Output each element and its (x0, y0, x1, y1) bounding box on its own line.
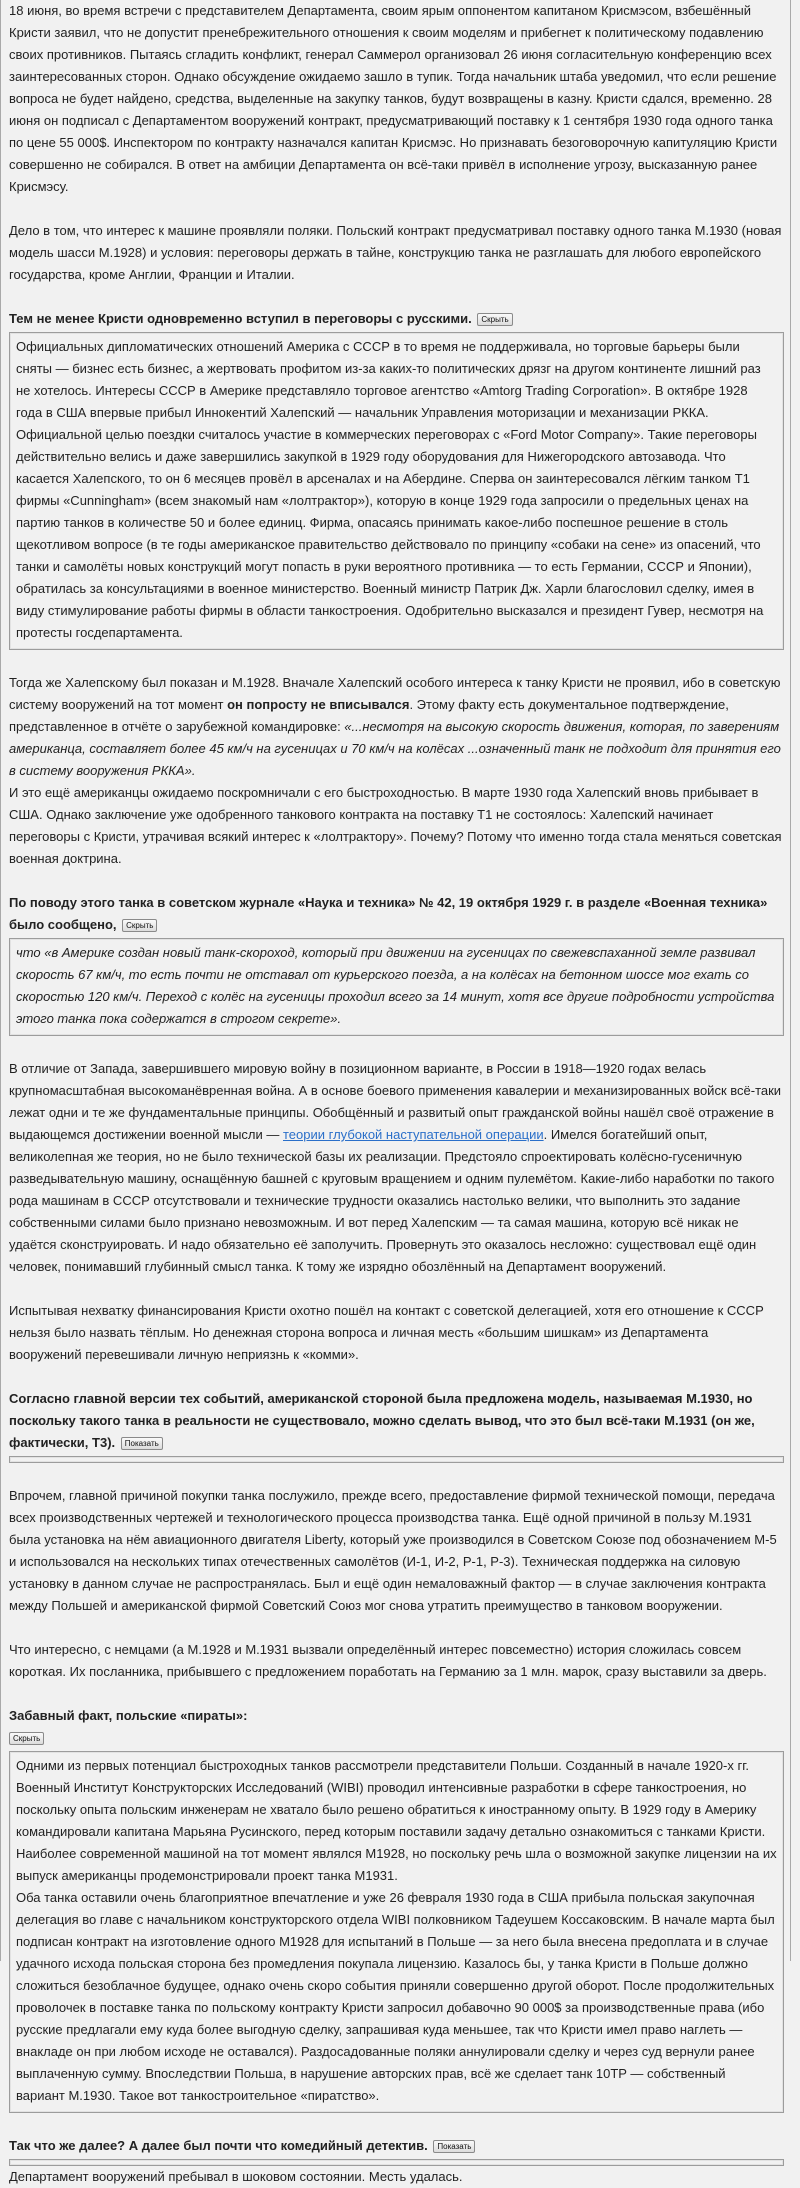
report-quote: «...несмотря на высокую скорость движения, которая, по заверениям американца, составляет более 45 км/ч на гусеницах и 70 км/ч на колёсах ...означенный танк не подходит для принятия его в систему вооружения РККА». (9, 719, 781, 778)
paragraph-doctrine (9, 1058, 784, 1278)
spoiler-text: что «в Америке создан новый танк-скороход, который при движении на гусеницах по свежевспаханной земле развивал скорость 67 км/ч, то есть почти не отставал от курьерского поезда, а на колёсах на бетонном шоссе мог ехать со скоростью 120 км/ч. Переход с колёс на гусеницы проходил всего за 14 минут, хотя все другие подробности устройства этого танка пока содержатся в строгом секрете». (16, 945, 775, 1026)
text-span: В отличие от Запада, завершившего мировую войну в позиционном варианте, в России в 1918—1920 годах велась крупномасштабная высокоманёвренная война. А в основе боевого применения кавалерии и механизированных войск всё-таки лежат одни и те же фундаментальные принципы. Обобщённый и развитый опыт гражданской войны нашёл своё отражение в выдающемся достижении военной мысли — (9, 1061, 782, 1142)
paragraph-khalepsky (9, 672, 784, 782)
spoiler-body-collapsed (9, 2159, 784, 2166)
spoiler-text: Официальных дипломатических отношений Америка с СССР в то время не поддерживала, но торговые барьеры были сняты — бизнес есть бизнес, а жертвовать профитом из-за каких-то политических дрязг на другом континенте лишний раз не хотелось. Интересы СССР в Америке представляло торговое агентство «Amtorg Trading Corporation». В октябре 1928 года в США впервые прибыл Иннокентий Халепский — начальник Управления моторизации и механизации РККА. Официальной целью поездки считалось участие в коммерческих переговорах с «Ford Motor Company». Такие переговоры действительно велись и даже завершились закупкой в 1929 году оборудования для Нижегородского автозавода. Что касается Халепского, то он 6 месяцев провёл в арсеналах и на Абердине. Сперва он заинтересовался лёгким танком Т1 фирмы «Cunningham» (всем знакомый нам «лолтрактор»), которую в конце 1929 года запросили о предельных ценах на партию танков в количестве 50 и более единиц. Фирма, опасаясь принимать какое-либо поспешное решение в столь щекотливом вопросе (в те годы американское правительство действовало по принципу «собаки на сене» из опасений, что танки и самолёты новых конструкций могут попасть в руки вероятного противника — то есть Германии, СССР и Японии), обратилась за консультациями в военное министерство. Военный министр Патрик Дж. Харли благословил сделку, имея в виду стимулирование работы фирмы в области танкостроения. Одобрительно высказался и президент Гувер, несмотря на протесты госдепартамента. (16, 339, 764, 640)
spoiler-detective (9, 2135, 784, 2166)
text-span: Тогда же Халепскому был показан и М.1928. Вначале Халепский особого интереса к танку Кристи не проявил, ибо в советскую систему вооружений на тот момент (9, 675, 781, 712)
deep-operation-link[interactable]: теории глубокой наступательной операции (283, 1127, 544, 1142)
show-button[interactable]: Показать (121, 1437, 163, 1450)
paragraph-funding: Испытывая нехватку финансирования Кристи охотно пошёл на контакт с советской делегацией, хотя его отношение к СССР нельзя было назвать тёплым. Но денежная сторона вопроса и личная месть «большим шишкам» из Департамента вооружений перевешивали личную неприязнь к «комми». (9, 1303, 764, 1362)
spoiler-heading (9, 308, 784, 330)
spoiler-text: Одними из первых потенциал быстроходных танков рассмотрели представители Польши. Созданный в начале 1920-х гг. Военный Институт Конструкторских Исследований (WIBI) проводил интенсивные разработки в сфере танкостроения, но поскольку опыта польским инженерам не хватало было решено обратиться к иностранному опыту. В 1929 году в Америку командировали капитана Марьяна Русинского, перед которым поставили задачу детально ознакомиться с танками Кристи. Наиболее современной машиной на тот момент являлся М1928, но поскольку речь шла о возможной закупке лицензии на их выпуск американцы продемонстрировали проект танка М1931. (16, 1758, 777, 1883)
spoiler-title: Согласно главной версии тех событий, американской стороной была предложена модель, называемая М.1930, но поскольку такого танка в реальности не существовало, можно сделать вывод, что это был всё-таки М.1931 (он же, фактически, Т3). (9, 1391, 755, 1450)
spoiler-title: Так что же далее? А далее был почти что комедийный детектив. (9, 2138, 428, 2153)
hide-button[interactable]: Скрыть (9, 1732, 44, 1745)
spoiler-russians (9, 308, 784, 650)
text-span: . Этому факту есть документальное подтверждение, представленное в отчёте о зарубежной командировке: (9, 697, 729, 734)
paragraph-germans: Что интересно, с немцами (а М.1928 и М.1931 вызвали определённый интерес повсеместно) история сложилась совсем короткая. Их посланника, прибывшего с предложением поработать на Германию за 1 млн. марок, сразу выставили за дверь. (9, 1642, 767, 1679)
spoiler-heading: Забавный факт, польские «пираты»: (9, 1708, 248, 1723)
paragraph-intro-1: 18 июня, во время встречи с представителем Департамента, своим ярым оппонентом капитаном Крисмэсом, взбешённый Кристи заявил, что не допустит пренебрежительного отношения к своим моделям и прибегнет к политическому подавлению своих противников. Пытаясь сгладить конфликт, генерал Саммерол организовал 26 июня согласительную конференцию всех заинтересованных сторон. Однако обсуждение ожидаемо зашло в тупик. Тогда начальник штаба уведомил, что если решение вопроса не будет найдено, средства, выделенные на закупку танков, будут возвращены в казну. Кристи сдался, временно. 28 июня он подписал с Департаментом вооружений контракт, предусматривающий поставку к 1 сентября 1930 года одного танка по цене 55 000$. Инспектором по контракту назначался капитан Крисмэс. Но признавать безоговорочную капитуляцию Кристи совершенно не собирался. В ответ на амбиции Департамента он всё-таки привёл в исполнение угрозу, высказанную ранее Крисмэсу. (9, 3, 778, 194)
text-span: . Имелся богатейший опыт, великолепная же теория, но не было технической базы их реализации. Предстояло спроектировать колёсно-гусеничную разведывательную машину, оснащённую башней с круговым вращением и одним пулемётом. Какие-либо наработки по такого рода машинам в СССР отсутствовали и технические трудности оказались настолько велики, что выполнить это задание собственными силами было признано невозможным. И вот перед Халепским — та самая машина, которую всё никак не удаётся сконструировать. И надо обязательно её заполучить. Провернуть это оказалось несложно: существовал ещё один человек, понимавший глубинный смысл танка. К тому же изрядно обозлённый на Департамент вооружений. (9, 1127, 775, 1274)
spoiler-model (9, 1388, 784, 1463)
spoiler-magazine (9, 892, 784, 1036)
hide-button[interactable]: Скрыть (477, 313, 512, 326)
spoiler-heading (9, 892, 784, 936)
spoiler-pirates (9, 1705, 784, 2113)
paragraph-outro: Департамент вооружений пребывал в шоковом состоянии. Месть удалась. (9, 2169, 463, 2184)
spoiler-heading (9, 2135, 784, 2157)
paragraph-reasons: Впрочем, главной причиной покупки танка послужило, прежде всего, предоставление фирмой технической помощи, передача всех производственных чертежей и технологического процесса производства танка. Ещё одной причиной в пользу М.1931 была установка на нём авиационного двигателя Liberty, который уже производился в Советском Союзе под обозначением М-5 и использовался на нескольких типах отечественных самолётов (И-1, И-2, Р-1, Р-3). Техническая поддержка на силовую установку в данном случае не распространялась. Был и ещё один немаловажный фактор — в случае заключения контракта между Польшей и американской фирмой Советский Союз мог снова утратить преимущество в танковом вооружении. (9, 1488, 777, 1613)
paragraph-intro-2: Дело в том, что интерес к машине проявляли поляки. Польский контракт предусматривал поставку одного танка М.1930 (новая модель шасси М.1928) и условия: переговоры держать в тайне, конструкцию танка не разглашать для любого европейского государства, кроме Англии, Франции и Италии. (9, 223, 782, 282)
hide-button[interactable]: Скрыть (122, 919, 157, 932)
emphasis: он попросту не вписывался (227, 697, 410, 712)
paragraph-khalepsky-2: И это ещё американцы ожидаемо поскромничали с его быстроходностью. В марте 1930 года Халепский вновь прибывает в США. Однако заключение уже одобренного танкового контракта на поставку Т1 не состоялось: Халепский начинает переговоры с Кристи, утрачивая всякий интерес к «лолтрактору». Почему? Потому что именно тогда стала меняться советская военная доктрина. (9, 785, 782, 866)
spoiler-heading (9, 1388, 784, 1454)
show-button[interactable]: Показать (433, 2140, 475, 2153)
spoiler-title: Тем не менее Кристи одновременно вступил в переговоры с русскими. (9, 311, 472, 326)
spoiler-title: По поводу этого танка в советском журнале «Наука и техника» № 42, 19 октября 1929 г. в разделе «Военная техника» было сообщено, (9, 895, 768, 932)
spoiler-body (9, 332, 784, 650)
spoiler-body (9, 1751, 784, 2113)
spoiler-body (9, 938, 784, 1036)
spoiler-text: Оба танка оставили очень благоприятное впечатление и уже 26 февраля 1930 года в США прибыла польская закупочная делегация во главе с начальником конструкторского отдела WIBI полковником Тадеушем Коссаковским. В начале марта был подписан контракт на изготовление одного М1928 для испытаний в Польше — за него была внесена предоплата и в случае удачного исхода польская сторона без промедления покупала лицензию. Казалось бы, у танка Кристи в Польше должно сложиться безоблачное будущее, однако очень скоро события приняли совершенно другой оборот. После продолжительных проволочек в поставке танка по польскому контракту Кристи запросил добавочно 90 000$ за производственные права (ибо русские предлагали ему куда более выгодную сделку, запрашивая куда меньшее, так что Кристи имел право наглеть — внакладе он при любом исходе не оставался). Раздосадованные поляки аннулировали сделку и через суд вернули ранее выплаченную сумму. Впоследствии Польша, в нарушение авторских прав, всё же сделает танк 10TP — собственный вариант М.1930. Такое вот танкостроительное «пиратство». (16, 1890, 775, 2103)
spoiler-body-collapsed (9, 1456, 784, 1463)
